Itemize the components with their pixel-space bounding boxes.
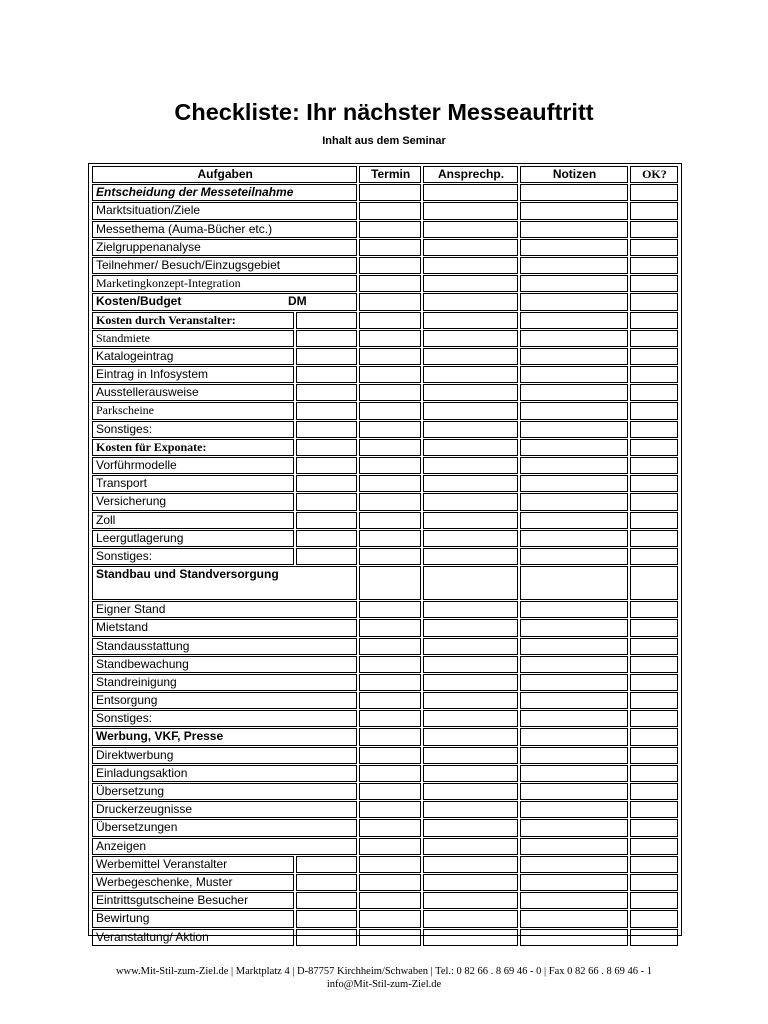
termin-cell[interactable] — [359, 892, 420, 909]
task-label: Übersetzung — [92, 783, 357, 800]
amount-cell[interactable] — [296, 874, 357, 891]
task-label: Marktsituation/Ziele — [92, 202, 357, 219]
notizen-cell[interactable] — [520, 275, 628, 292]
amount-cell[interactable] — [296, 402, 357, 419]
termin-cell[interactable] — [359, 439, 420, 456]
task-label: Entscheidung der Messeteilnahme — [92, 184, 357, 201]
ansprechp-cell[interactable] — [423, 929, 518, 946]
ok-cell[interactable] — [630, 710, 678, 727]
termin-cell[interactable] — [359, 710, 420, 727]
ok-cell[interactable] — [630, 783, 678, 800]
ansprechp-cell[interactable] — [423, 692, 518, 709]
ansprechp-cell[interactable] — [423, 475, 518, 492]
ansprechp-cell[interactable] — [423, 402, 518, 419]
ansprechp-cell[interactable] — [423, 221, 518, 238]
termin-cell[interactable] — [359, 674, 420, 691]
table-row — [92, 765, 678, 782]
ansprechp-cell[interactable] — [423, 184, 518, 201]
column-header-ok: OK? — [630, 166, 678, 183]
ansprechp-cell[interactable] — [423, 656, 518, 673]
notizen-cell[interactable] — [520, 856, 628, 873]
notizen-cell[interactable] — [520, 330, 628, 347]
ok-cell[interactable] — [630, 728, 678, 745]
ansprechp-cell[interactable] — [423, 457, 518, 474]
task-label: Messethema (Auma-Bücher etc.) — [92, 221, 357, 238]
notizen-cell[interactable] — [520, 348, 628, 365]
amount-cell[interactable] — [296, 530, 357, 547]
amount-cell[interactable] — [296, 475, 357, 492]
table-row — [92, 493, 678, 510]
termin-cell[interactable] — [359, 728, 420, 745]
ansprechp-cell[interactable] — [423, 638, 518, 655]
table-row — [92, 566, 678, 600]
ansprechp-cell[interactable] — [423, 439, 518, 456]
ansprechp-cell[interactable] — [423, 366, 518, 383]
ansprechp-cell[interactable] — [423, 892, 518, 909]
table-row — [92, 421, 678, 438]
amount-cell[interactable] — [296, 421, 357, 438]
column-header-notizen: Notizen — [520, 166, 628, 183]
notizen-cell[interactable] — [520, 384, 628, 401]
page-subtitle: Inhalt aus dem Seminar — [322, 135, 446, 147]
ok-cell[interactable] — [630, 402, 678, 419]
task-label: Zielgruppenanalyse — [92, 239, 357, 256]
amount-cell[interactable] — [296, 366, 357, 383]
termin-cell[interactable] — [359, 257, 420, 274]
table-row — [92, 656, 678, 673]
task-label: Sonstiges: — [92, 421, 294, 438]
notizen-cell[interactable] — [520, 910, 628, 927]
ansprechp-cell[interactable] — [423, 619, 518, 636]
task-label: Versicherung — [92, 493, 294, 510]
table-row — [92, 457, 678, 474]
table-row — [92, 275, 678, 292]
notizen-cell[interactable] — [520, 819, 628, 836]
notizen-cell[interactable] — [520, 402, 628, 419]
task-label: Standbewachung — [92, 656, 357, 673]
notizen-cell[interactable] — [520, 421, 628, 438]
notizen-cell[interactable] — [520, 656, 628, 673]
termin-cell[interactable] — [359, 475, 420, 492]
termin-cell[interactable] — [359, 856, 420, 873]
task-label: Übersetzungen — [92, 819, 357, 836]
ok-cell[interactable] — [630, 910, 678, 927]
ok-cell[interactable] — [630, 548, 678, 565]
ansprechp-cell[interactable] — [423, 493, 518, 510]
notizen-cell[interactable] — [520, 929, 628, 946]
ok-cell[interactable] — [630, 239, 678, 256]
termin-cell[interactable] — [359, 293, 420, 310]
amount-cell[interactable] — [296, 910, 357, 927]
task-label: Parkscheine — [92, 402, 294, 419]
ansprechp-cell[interactable] — [423, 330, 518, 347]
termin-cell[interactable] — [359, 348, 420, 365]
table-row — [92, 330, 678, 347]
task-label: Standbau und Standversorgung — [92, 566, 357, 600]
currency-label: DM — [288, 294, 307, 309]
ansprechp-cell[interactable] — [423, 856, 518, 873]
ok-cell[interactable] — [630, 638, 678, 655]
notizen-cell[interactable] — [520, 710, 628, 727]
ansprechp-cell[interactable] — [423, 384, 518, 401]
ok-cell[interactable] — [630, 747, 678, 764]
ansprechp-cell[interactable] — [423, 728, 518, 745]
termin-cell[interactable] — [359, 929, 420, 946]
table-row — [92, 366, 678, 383]
ansprechp-cell[interactable] — [423, 783, 518, 800]
checklist-table — [90, 165, 680, 947]
table-row — [92, 783, 678, 800]
task-label: Anzeigen — [92, 838, 357, 855]
ok-cell[interactable] — [630, 892, 678, 909]
notizen-cell[interactable] — [520, 184, 628, 201]
amount-cell[interactable] — [296, 439, 357, 456]
amount-cell[interactable] — [296, 856, 357, 873]
ok-cell[interactable] — [630, 184, 678, 201]
table-row — [92, 439, 678, 456]
table-row — [92, 619, 678, 636]
ok-cell[interactable] — [630, 475, 678, 492]
table-row — [92, 801, 678, 818]
table-row — [92, 384, 678, 401]
notizen-cell[interactable] — [520, 674, 628, 691]
ansprechp-cell[interactable] — [423, 801, 518, 818]
task-label: Kosten durch Veranstalter: — [92, 312, 294, 329]
termin-cell[interactable] — [359, 638, 420, 655]
ansprechp-cell[interactable] — [423, 874, 518, 891]
task-label: Werbung, VKF, Presse — [92, 728, 357, 745]
notizen-cell[interactable] — [520, 293, 628, 310]
ok-cell[interactable] — [630, 330, 678, 347]
task-label-text: Kosten/Budget — [96, 294, 182, 309]
footer-email: info@Mit-Stil-zum-Ziel.de — [326, 979, 442, 990]
ansprechp-cell[interactable] — [423, 548, 518, 565]
ansprechp-cell[interactable] — [423, 293, 518, 310]
task-label: Leergutlagerung — [92, 530, 294, 547]
table-row — [92, 692, 678, 709]
task-label: Eigner Stand — [92, 601, 357, 618]
column-header-termin: Termin — [359, 166, 420, 183]
ok-cell[interactable] — [630, 421, 678, 438]
ansprechp-cell[interactable] — [423, 747, 518, 764]
task-label: Transport — [92, 475, 294, 492]
column-header-ansprechp: Ansprechp. — [423, 166, 518, 183]
notizen-cell[interactable] — [520, 765, 628, 782]
table-row — [92, 856, 678, 873]
ok-cell[interactable] — [630, 566, 678, 600]
amount-cell[interactable] — [296, 312, 357, 329]
ok-cell[interactable] — [630, 530, 678, 547]
ok-cell[interactable] — [630, 293, 678, 310]
table-row — [92, 475, 678, 492]
table-row — [92, 728, 678, 745]
header-row — [92, 166, 678, 183]
termin-cell[interactable] — [359, 421, 420, 438]
termin-cell[interactable] — [359, 601, 420, 618]
notizen-cell[interactable] — [520, 312, 628, 329]
ansprechp-cell[interactable] — [423, 348, 518, 365]
notizen-cell[interactable] — [520, 439, 628, 456]
table-row — [92, 747, 678, 764]
ok-cell[interactable] — [630, 348, 678, 365]
task-label: Standausstattung — [92, 638, 357, 655]
table-row — [92, 239, 678, 256]
ok-cell[interactable] — [630, 838, 678, 855]
table-row — [92, 910, 678, 927]
ansprechp-cell[interactable] — [423, 566, 518, 600]
ok-cell[interactable] — [630, 384, 678, 401]
table-row — [92, 348, 678, 365]
footer-address: www.Mit-Stil-zum-Ziel.de | Marktplatz 4 | D-87757 Kirchheim/Schwaben | Tel.: 0 82 66 . 8 69 46 - 0 | Fax 0 82 66 . 8 69 46 - 1 — [115, 966, 653, 977]
ansprechp-cell[interactable] — [423, 512, 518, 529]
table-row — [92, 202, 678, 219]
notizen-cell[interactable] — [520, 783, 628, 800]
task-label: Katalogeintrag — [92, 348, 294, 365]
table-row — [92, 929, 678, 946]
task-label: Sonstiges: — [92, 710, 357, 727]
table-row — [92, 548, 678, 565]
termin-cell[interactable] — [359, 330, 420, 347]
notizen-cell[interactable] — [520, 221, 628, 238]
termin-cell[interactable] — [359, 202, 420, 219]
notizen-cell[interactable] — [520, 638, 628, 655]
notizen-cell[interactable] — [520, 475, 628, 492]
ansprechp-cell[interactable] — [423, 202, 518, 219]
task-label: Sonstiges: — [92, 548, 294, 565]
ok-cell[interactable] — [630, 674, 678, 691]
notizen-cell[interactable] — [520, 548, 628, 565]
ansprechp-cell[interactable] — [423, 312, 518, 329]
ok-cell[interactable] — [630, 221, 678, 238]
notizen-cell[interactable] — [520, 692, 628, 709]
termin-cell[interactable] — [359, 312, 420, 329]
notizen-cell[interactable] — [520, 892, 628, 909]
ok-cell[interactable] — [630, 819, 678, 836]
task-label: Vorführmodelle — [92, 457, 294, 474]
task-label: Mietstand — [92, 619, 357, 636]
ok-cell[interactable] — [630, 257, 678, 274]
termin-cell[interactable] — [359, 366, 420, 383]
ok-cell[interactable] — [630, 275, 678, 292]
amount-cell[interactable] — [296, 330, 357, 347]
table-row — [92, 512, 678, 529]
task-label: Veranstaltung/ Aktion — [92, 929, 294, 946]
ansprechp-cell[interactable] — [423, 275, 518, 292]
notizen-cell[interactable] — [520, 366, 628, 383]
table-row — [92, 601, 678, 618]
task-label — [92, 293, 357, 310]
termin-cell[interactable] — [359, 548, 420, 565]
table-row — [92, 221, 678, 238]
task-label: Druckerzeugnisse — [92, 801, 357, 818]
ok-cell[interactable] — [630, 439, 678, 456]
termin-cell[interactable] — [359, 819, 420, 836]
termin-cell[interactable] — [359, 874, 420, 891]
ok-cell[interactable] — [630, 656, 678, 673]
table-row — [92, 892, 678, 909]
termin-cell[interactable] — [359, 221, 420, 238]
ansprechp-cell[interactable] — [423, 838, 518, 855]
notizen-cell[interactable] — [520, 257, 628, 274]
notizen-cell[interactable] — [520, 838, 628, 855]
page-title: Checkliste: Ihr nächster Messeauftritt — [174, 99, 594, 125]
termin-cell[interactable] — [359, 402, 420, 419]
termin-cell[interactable] — [359, 184, 420, 201]
notizen-cell[interactable] — [520, 202, 628, 219]
ok-cell[interactable] — [630, 874, 678, 891]
amount-cell[interactable] — [296, 548, 357, 565]
ansprechp-cell[interactable] — [423, 710, 518, 727]
termin-cell[interactable] — [359, 801, 420, 818]
termin-cell[interactable] — [359, 493, 420, 510]
table-row — [92, 819, 678, 836]
notizen-cell[interactable] — [520, 747, 628, 764]
ansprechp-cell[interactable] — [423, 239, 518, 256]
termin-cell[interactable] — [359, 512, 420, 529]
table-row — [92, 638, 678, 655]
task-label: Zoll — [92, 512, 294, 529]
ansprechp-cell[interactable] — [423, 530, 518, 547]
table-row — [92, 312, 678, 329]
table-row — [92, 257, 678, 274]
termin-cell[interactable] — [359, 838, 420, 855]
amount-cell[interactable] — [296, 512, 357, 529]
termin-cell[interactable] — [359, 239, 420, 256]
table-row — [92, 874, 678, 891]
ansprechp-cell[interactable] — [423, 257, 518, 274]
termin-cell[interactable] — [359, 457, 420, 474]
task-label: Einladungsaktion — [92, 765, 357, 782]
task-label: Ausstellerausweise — [92, 384, 294, 401]
table-row — [92, 530, 678, 547]
table-row — [92, 184, 678, 201]
task-label: Marketingkonzept-Integration — [92, 275, 357, 292]
amount-cell[interactable] — [296, 348, 357, 365]
ansprechp-cell[interactable] — [423, 910, 518, 927]
task-label: Eintrittsgutscheine Besucher — [92, 892, 294, 909]
notizen-cell[interactable] — [520, 874, 628, 891]
ok-cell[interactable] — [630, 619, 678, 636]
termin-cell[interactable] — [359, 747, 420, 764]
ok-cell[interactable] — [630, 457, 678, 474]
task-label: Entsorgung — [92, 692, 357, 709]
ok-cell[interactable] — [630, 202, 678, 219]
ansprechp-cell[interactable] — [423, 765, 518, 782]
ok-cell[interactable] — [630, 856, 678, 873]
task-label: Standmiete — [92, 330, 294, 347]
ansprechp-cell[interactable] — [423, 601, 518, 618]
termin-cell[interactable] — [359, 783, 420, 800]
table-row — [92, 674, 678, 691]
ok-cell[interactable] — [630, 765, 678, 782]
termin-cell[interactable] — [359, 566, 420, 600]
termin-cell[interactable] — [359, 656, 420, 673]
amount-cell[interactable] — [296, 384, 357, 401]
footer — [0, 965, 768, 991]
termin-cell[interactable] — [359, 530, 420, 547]
amount-cell[interactable] — [296, 493, 357, 510]
ok-cell[interactable] — [630, 493, 678, 510]
termin-cell[interactable] — [359, 765, 420, 782]
ok-cell[interactable] — [630, 929, 678, 946]
notizen-cell[interactable] — [520, 801, 628, 818]
task-label: Standreinigung — [92, 674, 357, 691]
notizen-cell[interactable] — [520, 728, 628, 745]
ok-cell[interactable] — [630, 801, 678, 818]
termin-cell[interactable] — [359, 910, 420, 927]
notizen-cell[interactable] — [520, 601, 628, 618]
notizen-cell[interactable] — [520, 493, 628, 510]
task-label: Werbemittel Veranstalter — [92, 856, 294, 873]
task-label: Bewirtung — [92, 910, 294, 927]
notizen-cell[interactable] — [520, 619, 628, 636]
amount-cell[interactable] — [296, 892, 357, 909]
task-label: Kosten für Exponate: — [92, 439, 294, 456]
task-label: Teilnehmer/ Besuch/Einzugsgebiet — [92, 257, 357, 274]
notizen-cell[interactable] — [520, 512, 628, 529]
ok-cell[interactable] — [630, 366, 678, 383]
notizen-cell[interactable] — [520, 530, 628, 547]
notizen-cell[interactable] — [520, 239, 628, 256]
ok-cell[interactable] — [630, 692, 678, 709]
table-row — [92, 293, 678, 310]
ansprechp-cell[interactable] — [423, 421, 518, 438]
column-header-aufgaben: Aufgaben — [92, 166, 357, 183]
task-label: Direktwerbung — [92, 747, 357, 764]
notizen-cell[interactable] — [520, 566, 628, 600]
amount-cell[interactable] — [296, 929, 357, 946]
table-row — [92, 838, 678, 855]
table-row — [92, 402, 678, 419]
notizen-cell[interactable] — [520, 457, 628, 474]
table-row — [92, 710, 678, 727]
termin-cell[interactable] — [359, 275, 420, 292]
termin-cell[interactable] — [359, 692, 420, 709]
amount-cell[interactable] — [296, 457, 357, 474]
termin-cell[interactable] — [359, 384, 420, 401]
termin-cell[interactable] — [359, 619, 420, 636]
ok-cell[interactable] — [630, 312, 678, 329]
ok-cell[interactable] — [630, 601, 678, 618]
ok-cell[interactable] — [630, 512, 678, 529]
task-label: Eintrag in Infosystem — [92, 366, 294, 383]
ansprechp-cell[interactable] — [423, 819, 518, 836]
task-label: Werbegeschenke, Muster — [92, 874, 294, 891]
ansprechp-cell[interactable] — [423, 674, 518, 691]
